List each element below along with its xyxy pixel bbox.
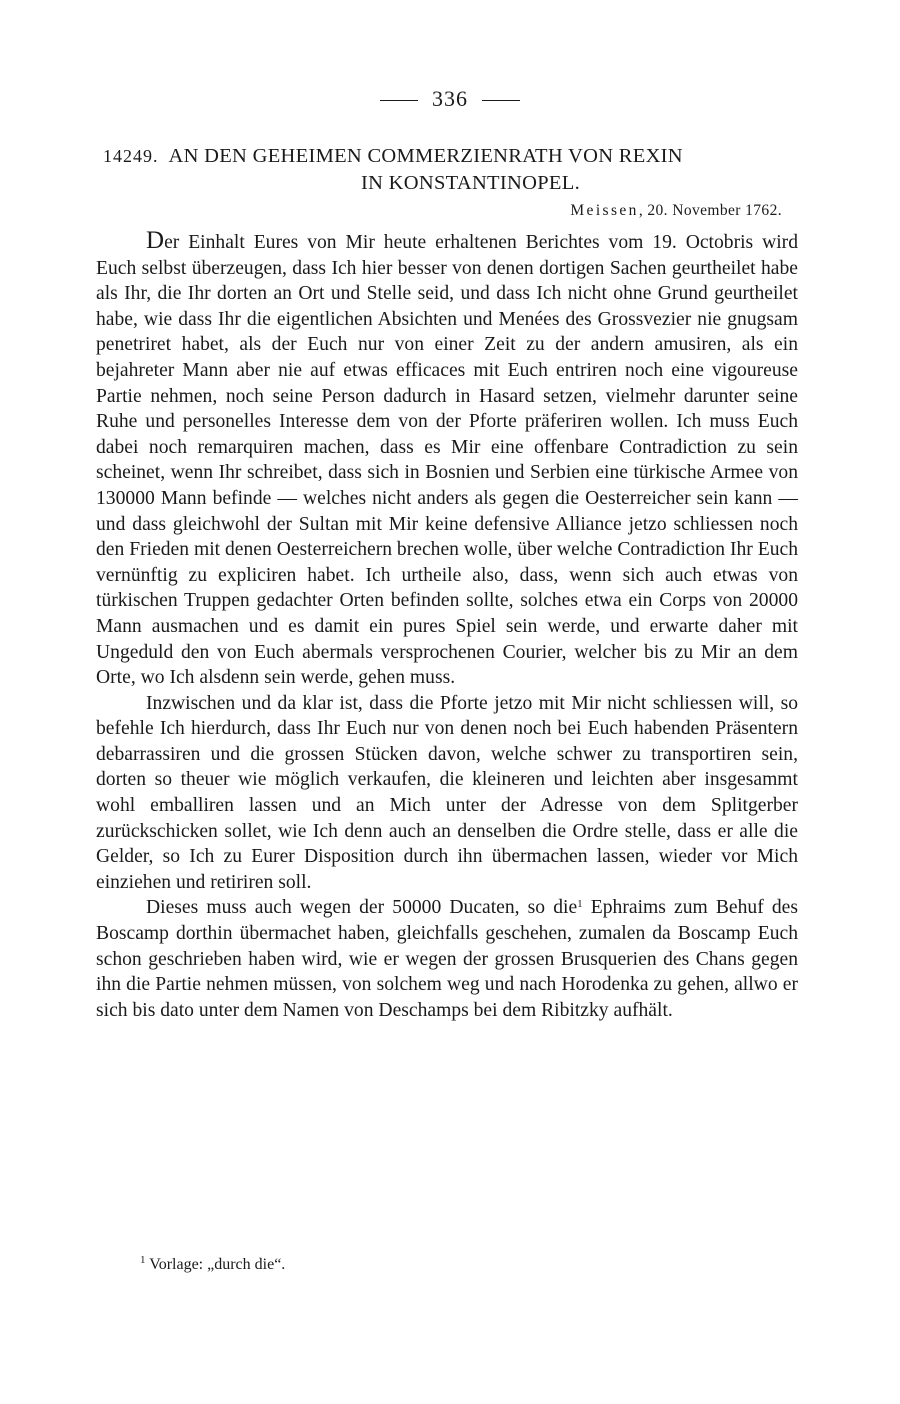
dateline — [570, 202, 782, 220]
paragraph-2: Inzwischen und da klar ist, dass die Pforte jetzo mit Mir nicht schliessen will, so befehle Ich hierdurch, dass Ihr Euch nur von denen noch bei Euch habenden Präsentern debarrassiren und die grossen Stücken davon, welche schwer zu transportiren sein, dorten so theuer wie möglich verkaufen, die kleineren und leichten aber insgesammt wohl emballiren lassen und an Mich unter der Adresse von dem Splitgerber zurückschicken sollet, wie Ich denn auch an denselben die Ordre stelle, dass er alle die Gelder, so Ich zu Eurer Disposition durch ihn übermachen lassen, wieder vor Mich einziehen und retiriren soll. — [96, 692, 798, 893]
page-number — [0, 86, 900, 112]
paragraph-1-initial: D — [146, 227, 165, 254]
paragraph-3-text-after: Ephraims zum Behuf des Boscamp dorthin übermachet haben, gleichfalls geschehen, zumalen da Boscamp Euch schon geschrieben haben wird, wie er wegen der grossen Brusquerien des Chans gegen ihn die Partie nehmen müssen, von solchem weg und nach Horodenka zu gehen, allwo er sich bis dato unter dem Namen von Deschamps bei dem Ribitzky aufhält. — [96, 897, 798, 1021]
paragraph-1 — [96, 228, 798, 691]
paragraph-3-text-before: Dieses muss auch wegen der 50000 Ducaten, so die — [146, 897, 578, 919]
letter-number: 14249. — [103, 146, 159, 166]
footnote-mark: 1 — [140, 1254, 146, 1266]
paragraph-1-text: er Einhalt Eures von Mir heute erhaltenen Berichtes vom 19. Octobris wird Euch selbst überzeugen, dass Ich hier besser von denen dortigen Sachen geurtheilet habe als Ihr, die Ihr dorten an Ort und Stelle seid, und dass Ich nicht ohne Grund geurtheilet habe, wie dass Ihr die eigentlichen Absichten und Menées des Grossvezier nie gnugsam penetriret habet, als der Euch nur von einer Zeit zu der andern amusiren, als ein bejahreter Mann aber nie auf etwas efficaces mit Euch entriren noch eine vigoureuse Partie nehmen, noch seine Person dadurch in Hasard setzen, vielmehr darunter seine Ruhe und personelles Interesse dem von der Pforte präferiren wollen. Ich muss Euch dabei noch remarquiren machen, dass es Mir eine offenbare Contradiction zu sein scheinet, wenn Ihr schreibet, dass sich in Bosnien und Serbien eine türkische Armee von 130000 Mann befinde — welches nicht anders als gegen die Oesterreicher sein kann — und dass gleichwohl der Sultan mit Mir keine defensive Alliance jetzo schliessen noch den Frieden mit denen Oesterreichern brechen wolle, über welche Contradiction Ihr Euch vernünftig zu expliciren habet. Ich urtheile also, dass, wenn sich auch etwas von türkischen Truppen gedachter Orten befinden sollte, solches etwa ein Corps von 20000 Mann ausmachen und es damit ein pures Spiel sein werde, und erwarte daher mit Ungeduld den von Euch abermals versprochenen Courier, welcher bis zu Mir an dem Orte, wo Ich alsdenn sein werde, gehen muss. — [96, 232, 798, 689]
page-number-value: 336 — [432, 86, 468, 111]
dateline-date: , 20. November 1762. — [638, 202, 782, 219]
paragraph-3 — [96, 895, 798, 1023]
letter-title-line-2: IN KONSTANTINOPEL. — [361, 172, 580, 194]
footnote — [140, 1256, 285, 1274]
footnote-reference: 1 — [577, 898, 583, 911]
letter-body — [96, 228, 798, 1023]
letter-heading — [103, 143, 803, 197]
dateline-place: Meissen — [570, 202, 639, 219]
page-number-left-rule — [380, 100, 418, 101]
page-number-right-rule — [482, 100, 520, 101]
letter-title-line-1: AN DEN GEHEIMEN COMMERZIENRATH VON REXIN — [168, 145, 683, 167]
footnote-text: Vorlage: „durch die“. — [145, 1256, 286, 1273]
